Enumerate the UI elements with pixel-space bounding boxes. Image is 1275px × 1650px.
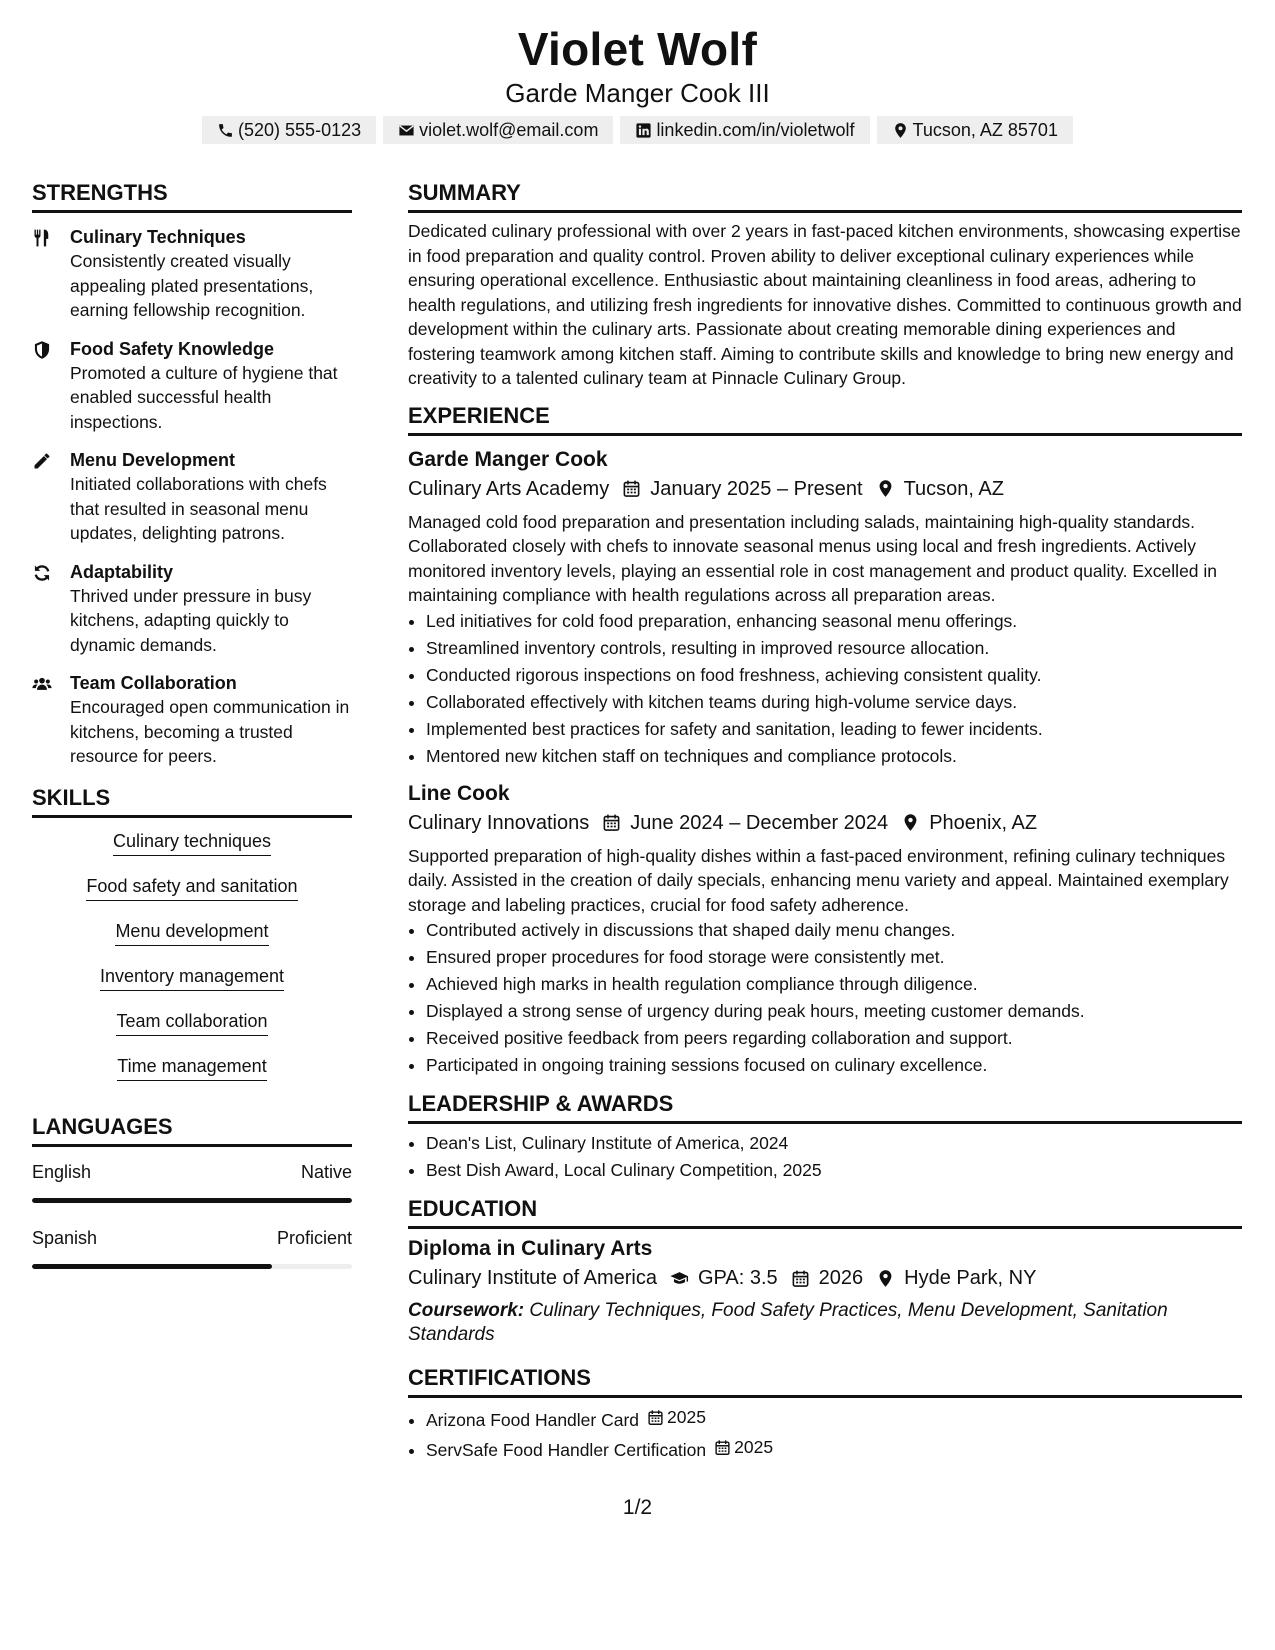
strength-desc: Initiated collaborations with chefs that resulted in seasonal menu updates, delighting patrons. bbox=[70, 474, 327, 543]
map-pin-icon bbox=[876, 1269, 895, 1288]
sync-icon bbox=[32, 563, 52, 583]
certification-item bbox=[426, 1434, 1242, 1464]
school-location: Hyde Park, NY bbox=[904, 1267, 1037, 1289]
job-bullets bbox=[408, 608, 1242, 770]
job-bullet: • Achieved high marks in health regulation compliance through diligence. bbox=[426, 971, 1242, 998]
awards-heading: LEADERSHIP & AWARDS bbox=[408, 1089, 1242, 1124]
strength-item bbox=[32, 337, 352, 435]
certification-name: ServSafe Food Handler Certification bbox=[426, 1440, 707, 1460]
pencil-icon bbox=[32, 451, 52, 471]
phone-contact[interactable] bbox=[202, 116, 376, 144]
location-text: Tucson, AZ 85701 bbox=[912, 119, 1058, 140]
candidate-name: Violet Wolf bbox=[517, 23, 758, 75]
job-bullet: • Conducted rigorous inspections on food freshness, achieving consistent quality. bbox=[426, 662, 1242, 689]
strength-title: Adaptability bbox=[70, 561, 174, 582]
job-bullet: • Ensured proper procedures for food storage were consistently met. bbox=[426, 944, 1242, 971]
job-dates: January 2025 – Present bbox=[650, 477, 863, 500]
strength-desc: Promoted a culture of hygiene that enabled successful health inspections. bbox=[70, 362, 338, 432]
job-title: Garde Manger Cook bbox=[408, 447, 608, 471]
languages-section bbox=[32, 1112, 352, 1269]
calendar-icon bbox=[791, 1269, 810, 1288]
contact-bar bbox=[0, 116, 1275, 144]
location-contact bbox=[877, 116, 1073, 144]
language-level: Proficient bbox=[276, 1227, 352, 1248]
coursework bbox=[408, 1299, 1242, 1347]
strength-item bbox=[32, 448, 352, 546]
language-item bbox=[32, 1159, 352, 1203]
coursework-label: Coursework: bbox=[408, 1300, 525, 1321]
strength-desc: Consistently created visually appealing plated presentations, earning fellowship recognition. bbox=[70, 251, 314, 320]
job-bullet: • Contributed actively in discussions that shaped daily menu changes. bbox=[426, 917, 1242, 944]
skill-item: Culinary techniques bbox=[32, 828, 352, 873]
right-column bbox=[408, 178, 1242, 1474]
linkedin-text: linkedin.com/in/violetwolf bbox=[656, 119, 855, 140]
graduation-cap-icon bbox=[670, 1269, 689, 1288]
gpa: GPA: 3.5 bbox=[698, 1267, 778, 1289]
calendar-icon bbox=[714, 1439, 731, 1456]
phone-text: (520) 555-0123 bbox=[238, 119, 362, 140]
calendar-icon bbox=[622, 479, 641, 498]
calendar-icon bbox=[647, 1409, 664, 1426]
language-proficiency-bar bbox=[32, 1264, 352, 1269]
job-bullet: • Led initiatives for cold food preparation, enhancing seasonal menu offerings. bbox=[426, 608, 1242, 635]
job-bullet: • Displayed a strong sense of urgency during peak hours, meeting customer demands. bbox=[426, 998, 1242, 1025]
job-bullets bbox=[408, 917, 1242, 1079]
job-location: Phoenix, AZ bbox=[929, 811, 1038, 834]
job-location: Tucson, AZ bbox=[903, 477, 1004, 500]
job-bullet: • Streamlined inventory controls, resulting in improved resource allocation. bbox=[426, 635, 1242, 662]
school-name: Culinary Institute of America bbox=[408, 1267, 657, 1289]
job-meta bbox=[408, 808, 1242, 838]
coursework-text: Culinary Techniques, Food Safety Practices, Menu Development, Sanitation Standards bbox=[408, 1300, 1168, 1345]
envelope-icon bbox=[398, 122, 415, 139]
languages-heading: LANGUAGES bbox=[32, 1112, 352, 1147]
job-bullet: • Mentored new kitchen staff on techniques and compliance protocols. bbox=[426, 743, 1242, 770]
strength-item bbox=[32, 671, 352, 769]
page-number: 1/2 bbox=[622, 1496, 653, 1519]
strength-item bbox=[32, 560, 352, 658]
job-company: Culinary Innovations bbox=[408, 811, 590, 834]
graduation-year: 2026 bbox=[818, 1267, 864, 1289]
language-item bbox=[32, 1225, 352, 1269]
job-entry bbox=[408, 780, 1242, 1080]
certifications-heading: CERTIFICATIONS bbox=[408, 1363, 1242, 1398]
certification-year: 2025 bbox=[734, 1437, 774, 1457]
job-bullet: • Collaborated effectively with kitchen teams during high-volume service days. bbox=[426, 689, 1242, 716]
strength-title: Menu Development bbox=[70, 450, 236, 470]
strength-desc: Thrived under pressure in busy kitchens, adapting quickly to dynamic demands. bbox=[70, 585, 312, 655]
linkedin-icon bbox=[635, 122, 652, 139]
email-contact[interactable] bbox=[383, 116, 613, 144]
education-heading: EDUCATION bbox=[408, 1194, 1242, 1229]
awards-section bbox=[408, 1089, 1242, 1184]
job-company: Culinary Arts Academy bbox=[408, 477, 610, 500]
certification-year: 2025 bbox=[667, 1407, 706, 1427]
map-pin-icon bbox=[876, 479, 895, 498]
users-icon bbox=[32, 674, 52, 694]
map-pin-icon bbox=[892, 122, 909, 139]
strength-title: Culinary Techniques bbox=[70, 227, 246, 247]
candidate-title: Garde Manger Cook III bbox=[505, 78, 770, 108]
experience-section bbox=[408, 401, 1242, 1080]
map-pin-icon bbox=[901, 813, 920, 832]
award-item: • Dean's List, Culinary Institute of America, 2024 bbox=[426, 1130, 1242, 1157]
language-name: English bbox=[32, 1161, 92, 1182]
skills-section bbox=[32, 783, 352, 1098]
skills-heading: SKILLS bbox=[32, 783, 352, 818]
strength-desc: Encouraged open communication in kitchens, becoming a trusted resource for peers. bbox=[70, 697, 350, 766]
language-name: Spanish bbox=[32, 1227, 98, 1248]
job-bullet: • Participated in ongoing training sessions focused on culinary excellence. bbox=[426, 1052, 1242, 1079]
job-description: Supported preparation of high-quality dishes within a fast-paced environment, refining culinary techniques daily. Assisted in the creation of daily specials, enhancing menu variety and appeal. Maintained exemplary storage and labeling practices, crucial for food safety adherence. bbox=[408, 845, 1229, 915]
job-bullet: • Received positive feedback from peers regarding collaboration and support. bbox=[426, 1025, 1242, 1052]
strengths-heading: STRENGTHS bbox=[32, 178, 352, 213]
strength-title: Food Safety Knowledge bbox=[70, 338, 275, 359]
job-title: Line Cook bbox=[408, 781, 510, 805]
skill-item: Team collaboration bbox=[32, 1008, 352, 1053]
education-section bbox=[408, 1194, 1242, 1347]
certifications-section bbox=[408, 1363, 1242, 1464]
education-meta bbox=[408, 1263, 1242, 1293]
certification-name: Arizona Food Handler Card bbox=[426, 1410, 640, 1430]
left-column bbox=[32, 178, 352, 1269]
strengths-section bbox=[32, 178, 352, 769]
award-item: • Best Dish Award, Local Culinary Competition, 2025 bbox=[426, 1157, 1242, 1184]
job-meta bbox=[408, 474, 1242, 504]
skill-item: Food safety and sanitation bbox=[32, 873, 352, 918]
experience-heading: EXPERIENCE bbox=[408, 401, 1242, 436]
job-bullet: • Implemented best practices for safety and sanitation, leading to fewer incidents. bbox=[426, 716, 1242, 743]
utensils-icon bbox=[32, 228, 52, 248]
certifications-list bbox=[408, 1404, 1242, 1464]
summary-heading: SUMMARY bbox=[408, 178, 1242, 213]
strength-title: Team Collaboration bbox=[70, 673, 237, 693]
email-text: violet.wolf@email.com bbox=[419, 119, 599, 140]
job-description: Managed cold food preparation and presentation including salads, maintaining high-quality standards. Collaborated closely with chefs to innovate seasonal menus using local and fresh ingredients. Actively monitored inventory levels, playing an essential role in cost management and product quality. Excelled in maintaining compliance with health regulations across all preparation areas. bbox=[408, 511, 1218, 605]
shield-icon bbox=[32, 340, 52, 360]
certification-item bbox=[426, 1404, 1242, 1434]
language-level: Native bbox=[300, 1161, 352, 1182]
strength-item bbox=[32, 225, 352, 323]
job-dates: June 2024 – December 2024 bbox=[630, 811, 889, 834]
skill-item: Menu development bbox=[32, 918, 352, 963]
awards-list bbox=[408, 1130, 1242, 1184]
resume-header bbox=[0, 22, 1275, 144]
linkedin-contact[interactable] bbox=[620, 116, 869, 144]
calendar-icon bbox=[602, 813, 621, 832]
skill-item: Inventory management bbox=[32, 963, 352, 1008]
summary-text: Dedicated culinary professional with over 2 years in fast-paced kitchen environments, showcasing expertise in food preparation and quality control. Proven ability to deliver exceptional culinary experiences while ensuring operational excellence. Enthusiastic about maintaining cleanliness in food areas, adhering to health regulations, and utilizing fresh ingredients for innovative dishes. Committed to continuous growth and development within the culinary arts. Passionate about creating memorable dining experiences and fostering teamwork among kitchen staff. Aiming to contribute skills and knowledge to bring new energy and creativity to a talented culinary team at Pinnacle Culinary Group. bbox=[408, 221, 1242, 388]
degree-title: Diploma in Culinary Arts bbox=[408, 1237, 653, 1260]
phone-icon bbox=[217, 122, 234, 139]
summary-section bbox=[408, 178, 1242, 391]
skill-item: Time management bbox=[32, 1053, 352, 1098]
language-proficiency-bar bbox=[32, 1198, 352, 1203]
job-entry bbox=[408, 446, 1242, 770]
